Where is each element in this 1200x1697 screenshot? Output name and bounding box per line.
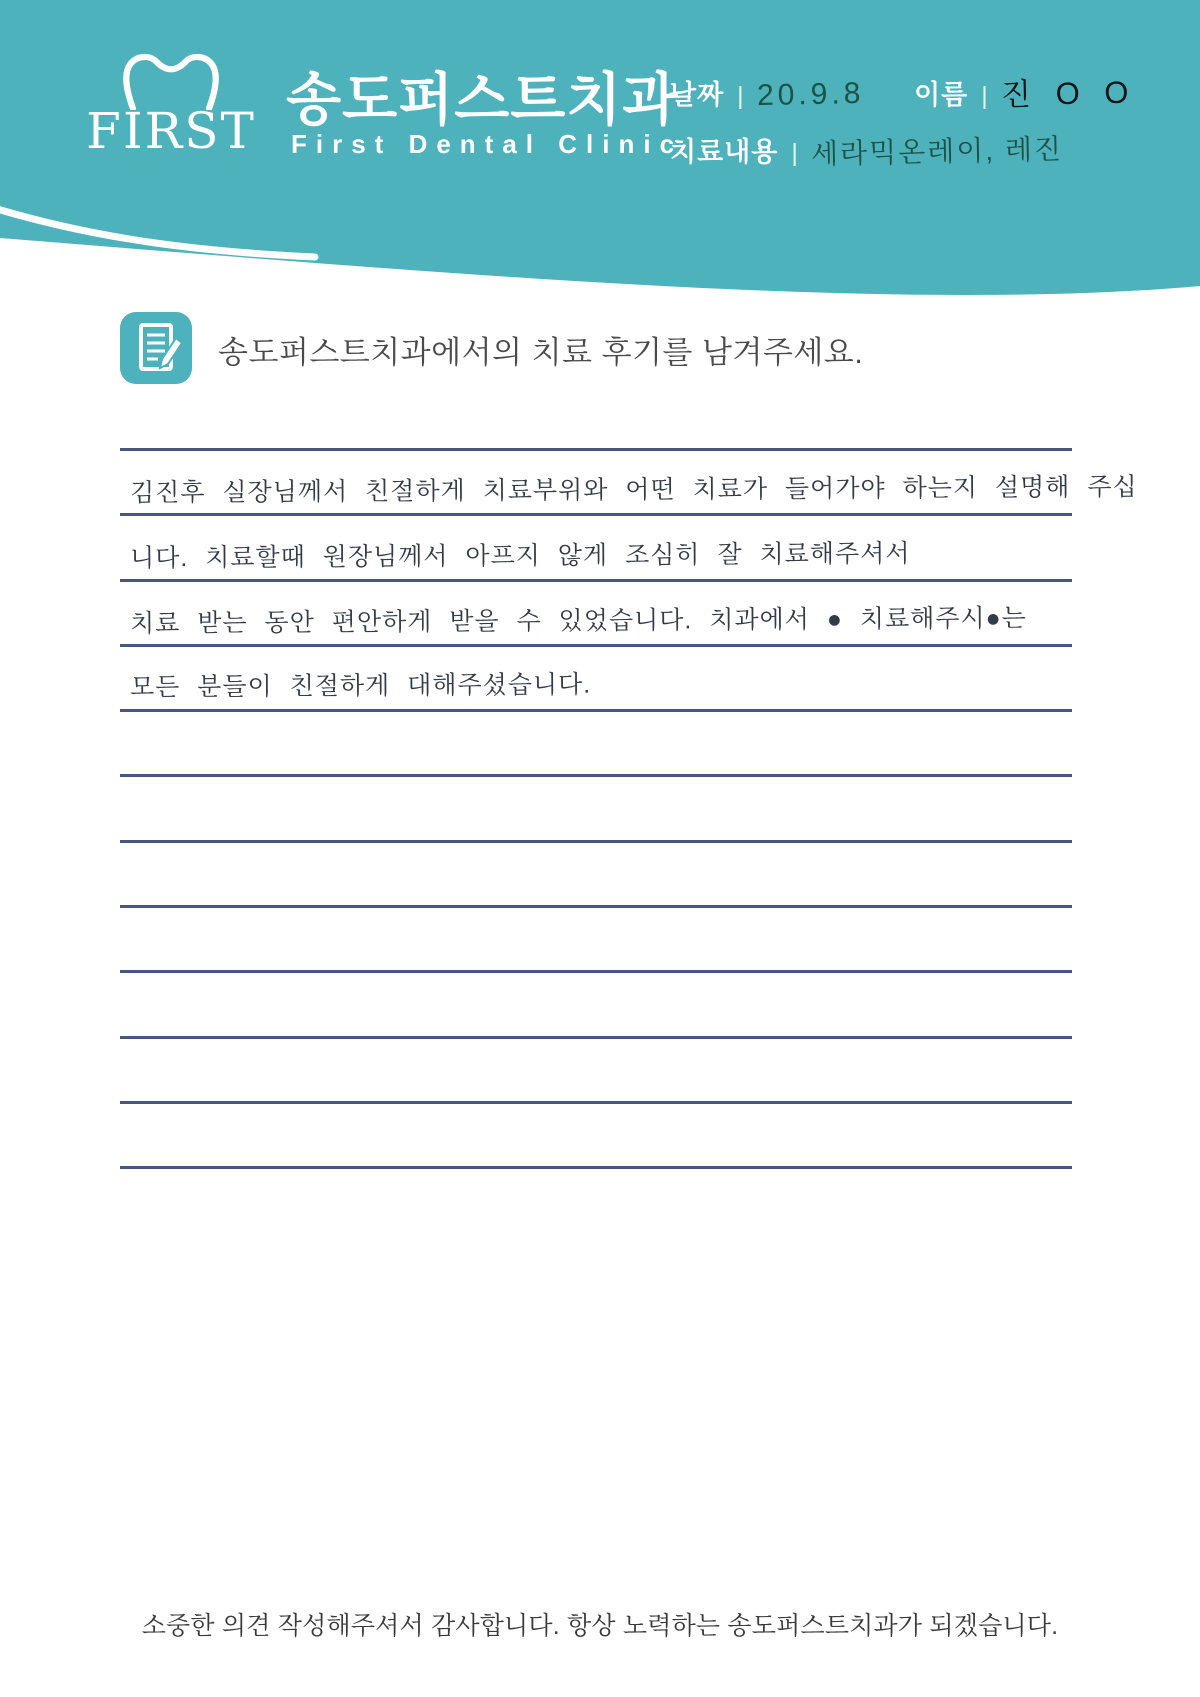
- review-line-empty: [120, 843, 1072, 908]
- document-pencil-icon: [120, 312, 192, 384]
- review-line-empty: [120, 1104, 1072, 1169]
- date-label: 날짜: [670, 80, 725, 110]
- review-line-empty: [120, 973, 1072, 1038]
- review-line-empty: [120, 1039, 1072, 1104]
- review-line: [120, 647, 1072, 712]
- date-name-row: [670, 68, 1136, 113]
- separator: |: [791, 139, 798, 167]
- review-line-empty: [120, 908, 1072, 973]
- handwritten-text: 김진후 실장님께서 친절하게 치료부위와 어떤 치료가 들어가야 하는지 설명해 주십: [129, 473, 1138, 508]
- treatment-row: [670, 130, 1136, 170]
- review-writing-area: [120, 448, 1138, 1169]
- treatment-label: 치료내용: [670, 137, 779, 167]
- clinic-name-english: First Dental Clinic: [291, 129, 684, 159]
- clinic-name-korean: 송도퍼스트치과: [286, 68, 679, 132]
- review-line: [120, 516, 1072, 581]
- name-value-handwritten: 진 O O: [1000, 74, 1137, 113]
- review-line: [120, 451, 1138, 516]
- treatment-value-handwritten: 세라믹온레이, 레진: [810, 133, 1064, 170]
- tooth-icon: [111, 48, 231, 110]
- review-line: [120, 582, 1072, 647]
- review-prompt-tile: [120, 312, 192, 384]
- review-prompt-title: 송도퍼스트치과에서의 치료 후기를 남겨주세요.: [218, 335, 864, 370]
- review-line-empty: [120, 712, 1072, 777]
- handwritten-text: 모든 분들이 친절하게 대해주셨습니다.: [129, 670, 592, 702]
- brand-text: FIRST: [86, 102, 256, 160]
- header-fields: [670, 68, 1136, 170]
- clinic-logo: [76, 48, 266, 160]
- footer-thanks-message: 소중한 의견 작성해주셔서 감사합니다. 항상 노력하는 송도퍼스트치과가 되겠습니다.: [141, 1612, 1059, 1640]
- date-value-handwritten: 20.9.8: [756, 76, 865, 113]
- name-label: 이름: [914, 80, 969, 110]
- review-line-empty: [120, 777, 1072, 842]
- handwritten-text: 니다. 치료할때 원장님께서 아프지 않게 조심히 잘 치료해주셔서: [129, 539, 911, 572]
- handwritten-text: 치료 받는 동안 편안하게 받을 수 있었습니다. 치과에서 ● 치료해주시●는: [129, 604, 1027, 638]
- separator: |: [981, 82, 988, 110]
- separator: |: [737, 82, 744, 110]
